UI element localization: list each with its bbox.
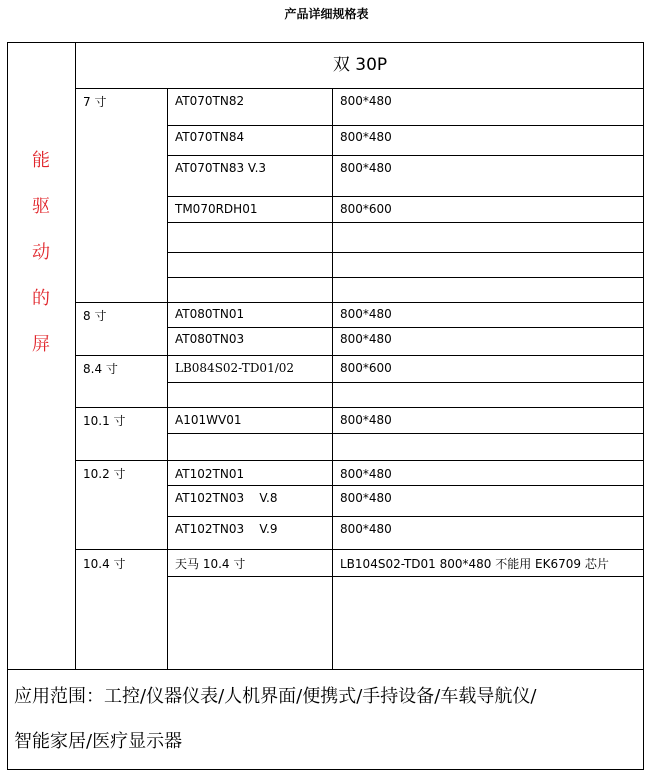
page-title: 产品详细规格表	[284, 7, 369, 21]
model-cell: AT080TN01	[175, 307, 245, 321]
size-cell: 8.4 寸	[83, 362, 118, 376]
resolution-cell: 800*480	[340, 332, 392, 346]
resolution-cell: 800*480	[340, 94, 392, 108]
model-cell: AT102TN03 V.8	[175, 491, 278, 505]
resolution-cell: 800*480	[340, 413, 392, 427]
size-cell: 7 寸	[83, 95, 107, 109]
divider	[332, 88, 333, 670]
divider	[167, 277, 644, 278]
divider	[75, 460, 644, 461]
resolution-cell: 800*480	[340, 467, 392, 481]
resolution-cell: 800*480	[340, 130, 392, 144]
model-cell: AT102TN03 V.9	[175, 522, 278, 536]
divider	[75, 549, 644, 550]
application-text-line2: 智能家居/医疗显示器	[14, 731, 183, 752]
side-label-char: 驱	[32, 196, 50, 217]
resolution-cell: 800*480	[340, 307, 392, 321]
divider	[75, 355, 644, 356]
divider	[75, 407, 644, 408]
model-cell: TM070RDH01	[175, 202, 258, 216]
side-label	[7, 42, 75, 670]
application-text-line1: 应用范围：工控/仪器仪表/人机界面/便携式/手持设备/车载导航仪/	[14, 686, 537, 707]
size-cell: 10.2 寸	[83, 467, 126, 481]
divider	[167, 516, 644, 517]
model-cell: AT102TN01	[175, 467, 245, 481]
model-cell: AT080TN03	[175, 332, 245, 346]
divider	[167, 252, 644, 253]
size-cell: 10.1 寸	[83, 414, 126, 428]
side-label-char: 能	[32, 150, 50, 171]
divider	[167, 327, 644, 328]
resolution-cell: 800*480	[340, 161, 392, 175]
model-cell: LB084S02-TD01/02	[175, 361, 295, 375]
resolution-cell: 800*600	[340, 202, 392, 216]
model-cell: AT070TN84	[175, 130, 245, 144]
size-cell: 8 寸	[83, 309, 107, 323]
divider	[167, 88, 168, 670]
side-label-char: 的	[32, 288, 50, 309]
divider	[167, 433, 644, 434]
divider	[167, 485, 644, 486]
resolution-cell: 800*600	[340, 361, 392, 375]
model-cell: 天马 10.4 寸	[175, 557, 246, 571]
divider	[75, 42, 76, 670]
divider	[75, 302, 644, 303]
resolution-cell: 800*480	[340, 522, 392, 536]
side-label-char: 动	[32, 242, 50, 263]
divider	[167, 222, 644, 223]
divider	[167, 382, 644, 383]
divider	[167, 576, 644, 577]
model-cell: AT070TN82	[175, 94, 245, 108]
table-header: 双 30P	[332, 55, 388, 75]
divider	[167, 125, 644, 126]
resolution-cell: LB104S02-TD01 800*480 不能用 EK6709 芯片	[340, 557, 609, 571]
side-label-char: 屏	[32, 334, 50, 355]
model-cell: AT070TN83 V.3	[175, 161, 267, 175]
divider	[75, 88, 644, 89]
divider	[167, 155, 644, 156]
model-cell: A101WV01	[175, 413, 242, 427]
divider	[167, 196, 644, 197]
size-cell: 10.4 寸	[83, 557, 126, 571]
resolution-cell: 800*480	[340, 491, 392, 505]
